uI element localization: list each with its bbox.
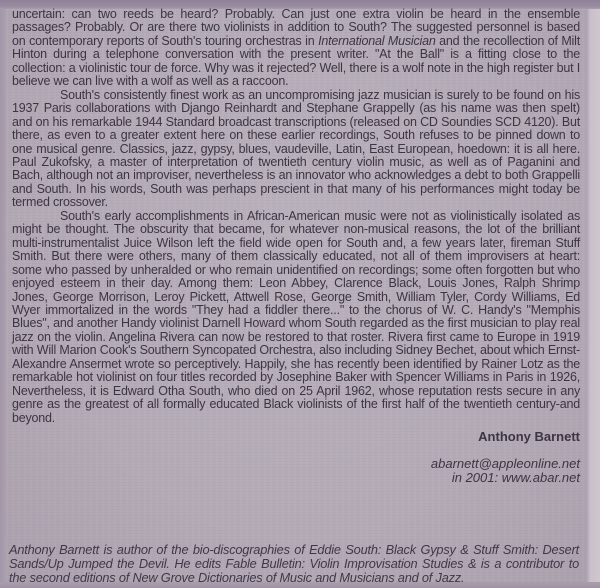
liner-notes-text (12, 8, 580, 486)
contact-website: in 2001: www.abar.net (451, 470, 580, 485)
author-signature: Anthony Barnett (478, 429, 580, 445)
author-contact (12, 457, 580, 486)
paragraph-container (12, 8, 580, 425)
paragraph: South's consistently finest work as an uncompromising jazz musician is surely to be found on his 1937 Paris collaborations with Django Reinhardt and Stephane Grappelly (as his name was then spelt) and on his remarkable 1944 Standard broadcast transcriptions (released on CD Soundies SCD 4120). But there, as even to a greater extent here on these earlier recordings, South refuses to be pinned down to one musical genre. Classics, jazz, gypsy, blues, vaudeville, Latin, East European, hoedown: it is all here. Paul Zukofsky, a master of interpretation of twentieth century violin music, as well as of Paganini and Bach, although not an improviser, nevertheless is an innovator who acknowledges a debt to both Grappelli and South. In his words, South was perhaps prescient in that many of his performances might today be termed crossover. (12, 87, 580, 210)
page-right-edge (586, 9, 600, 588)
author-bio-note: Anthony Barnett is author of the bio-discographies of Eddie South: Black Gypsy & Stuff Smith: Desert Sands/Up Jumped the Devil. He edits Fable Bulletin: Violin Improvisation Studies & is a contributor to the second editions of New Grove Dictionaries of Music and Musicians and of Jazz. (9, 542, 579, 585)
paragraph: uncertain: can two reeds be heard? Probably. Can just one extra violin be heard in the ensemble passages? Probably. Or are there two violinists in addition to South? The suggested personnel is based on contemporary reports of South's touring orchestras in International Musician and the recollection of Milt Hinton during a telephone conversation with the present writer. "At the Ball" is a fitting close to the collection: a violinistic tour de force. Why was it rejected? Well, there is a wolf note in the high register but I believe we can live with a wolf as well as a raccoon. (12, 7, 580, 89)
contact-email: abarnett@appleonline.net (430, 455, 580, 471)
page-left-edge (0, 9, 6, 588)
paragraph: South's early accomplishments in African-American music were not as violinistically isolated as might be thought. The obscurity that became, for whatever non-musical reasons, the lot of the brilliant multi-instrumentalist Juice Wilson left the field wide open for South and, a few years later, fireman Stuff Smith. But there were others, many of them classically educated, not all of them improvisers at heart: some who passed by unheralded or who remain unidentified on recordings; some often forgotten but who enjoyed esteem in their day. Among them: Leon Abbey, Clarence Black, Louis Jones, Ralph Shrimp Jones, George Morrison, Leroy Pickett, Attwell Rose, George Smith, William Tyler, Cordy Williams, Ed Wyer immortalized in the words "They had a fiddler there..." to the chorus of W. C. Handy's "Memphis Blues", and another Handy violinist Darnell Howard whom South regarded as the first musician to play real jazz on the violin. Angelina Rivera can now be restored to that roster. Rivera first came to Europe in 1919 with Will Marion Cook's Southern Syncopated Orchestra, also including Sidney Bechet, about which Ernst-Alexandre Ansermet wrote so perceptively. Happily, she has recently been identified by Rainer Lotz as the remarkable hot violinist on four titles recorded by Josephine Baker with Spencer Williams in Paris in 1926, Nevertheless, it is Edward Otha South, who died on 25 April 1962, whose reputation rests secure in any genre as the greatest of all formally educated Black violinists of the first half of the twentieth century-and beyond. (12, 208, 580, 425)
